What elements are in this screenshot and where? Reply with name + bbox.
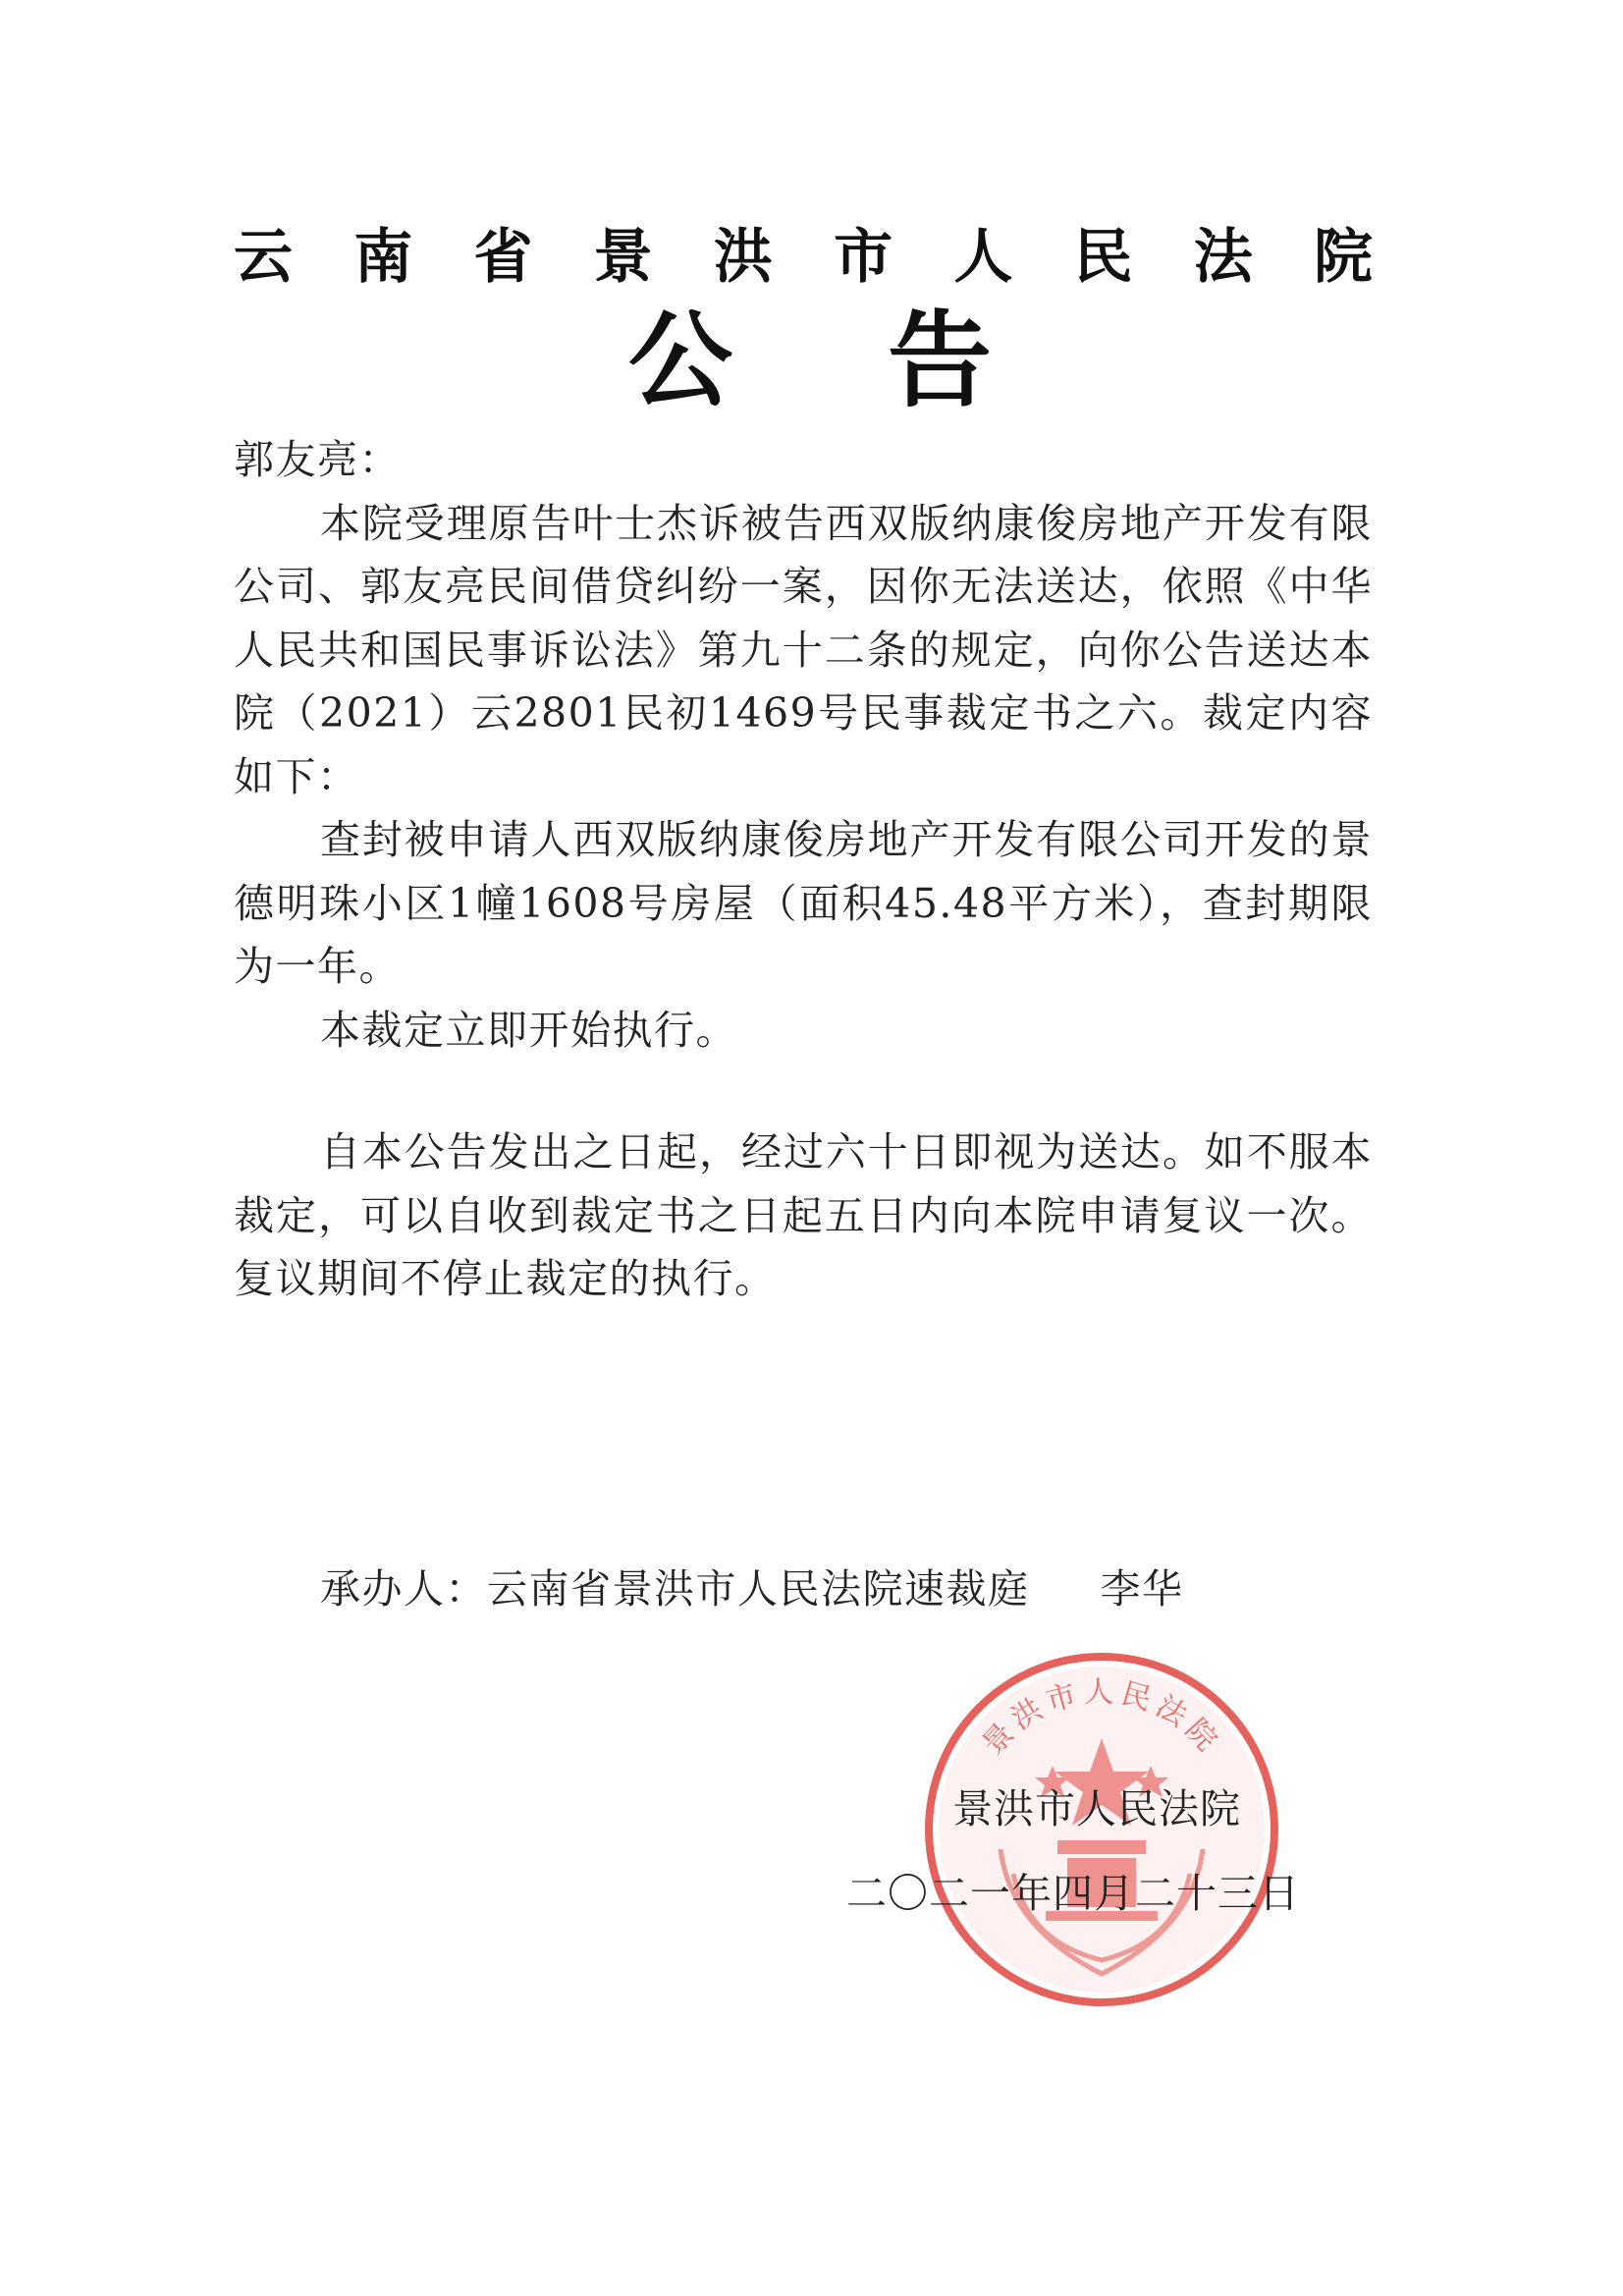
seal-outer-text: 景洪市人民法院	[975, 1675, 1228, 1763]
paragraph-execution: 本裁定立即开始执行。	[320, 1006, 737, 1054]
handler-name: 李华	[1100, 1565, 1184, 1613]
court-name-char: 市	[834, 223, 893, 292]
court-name-char: 洪	[713, 223, 773, 292]
court-name-char: 法	[1193, 223, 1253, 292]
paragraph-case-info: 本院受理原告叶士杰诉被告西双版纳康俊房地产开发有限公司、郭友亮民间借贷纠纷一案，因你无法送达，依照《中华人民共和国民事诉讼法》第九十二条的规定，向你公告送达本院（2021）云2801民初1469号民事裁定书之六。裁定内容如下：	[234, 499, 1373, 800]
notice-title-char: 告	[888, 301, 992, 421]
court-name-char: 南	[353, 223, 413, 292]
handler-line	[320, 1558, 1184, 1620]
court-name-char: 省	[473, 223, 533, 292]
paragraph-spacer	[234, 1062, 1373, 1121]
court-name-char: 景	[593, 223, 653, 292]
notice-body	[234, 428, 1373, 1311]
notice-title-char: 公	[628, 301, 732, 421]
signature-court: 景洪市人民法院	[952, 1785, 1241, 1832]
addressee: 郭友亮：	[234, 436, 401, 483]
paragraph-service-notice: 自本公告发出之日起，经过六十日即视为送达。如不服本裁定，可以自收到裁定书之日起五日内向本院申请复议一次。复议期间不停止裁定的执行。	[234, 1128, 1373, 1302]
court-name-char: 云	[234, 223, 293, 292]
handler-label: 承办人：云南省景洪市人民法院速裁庭	[320, 1565, 1030, 1613]
court-name-char: 人	[953, 223, 1013, 292]
paragraph-ruling-content: 查封被申请人西双版纳康俊房地产开发有限公司开发的景德明珠小区1幢1608号房屋（面积45.48平方米），查封期限为一年。	[234, 816, 1373, 990]
court-name-char: 院	[1313, 223, 1373, 292]
signature-date: 二〇二一年四月二十三日	[846, 1870, 1300, 1917]
notice-title	[628, 302, 992, 420]
court-name-heading	[234, 218, 1373, 297]
court-name-char: 民	[1073, 223, 1133, 292]
